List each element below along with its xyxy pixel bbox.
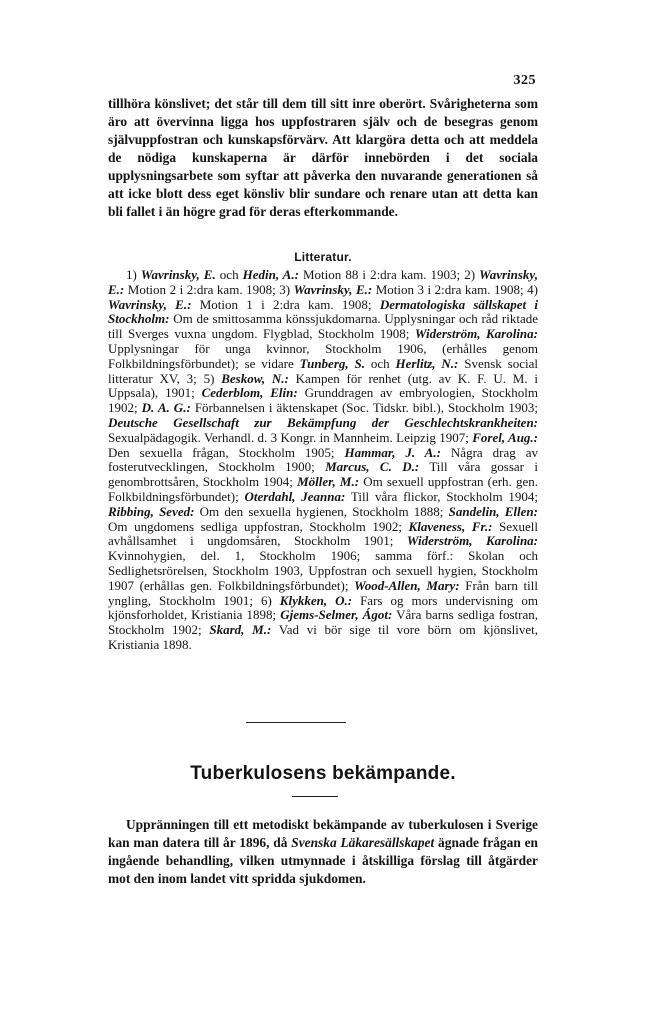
reference-author: Gjems-Selmer, Ágot: <box>280 607 393 623</box>
reference-author: Herlitz, N.: <box>395 355 459 371</box>
reference-author: Hammar, J. A.: <box>344 444 441 460</box>
reference-author: Cederblom, Elin: <box>201 385 298 401</box>
intro-paragraph: tillhöra könslivet; det står till dem till sitt inre oberört. Svårigheterna som äro att övervinna ligga hos uppfostraren själv och de besegras genom självuppfostran och kunskapsförvärv. Att klargöra detta och att meddela de nödiga kunskaperna är därför innebörden i det sociala upplysningsarbete som syftar att påverka den nuvarande generationen så att icke blott dess eget könsliv blir sundare och renare utan att detta kan bli fallet i än högre grad för deras efterkommande. <box>108 96 538 219</box>
separator-rule <box>246 722 346 723</box>
page-number: 325 <box>513 73 536 88</box>
reference-text: Upplysningar för unga kvinnor, Stockholm 1906, (erhålles genom Folkbildningsförbundet); se vidare <box>108 340 538 371</box>
reference-author: Oterdahl, Jeanna: <box>244 488 346 504</box>
reference-author: Wavrinsky, E.: <box>293 281 373 297</box>
reference-text: Svensk social litteratur XV, 3; 5) <box>108 355 538 386</box>
reference-text: Motion 2 i 2:dra kam. 1908; 3) <box>124 281 294 297</box>
reference-text: Till våra gossar i genombrottsåren, Stockholm 1904; <box>108 459 538 490</box>
reference-text: Sexualpädagogik. Verhandl. d. 3 Kongr. in Mannheim. Leipzig 1907; <box>108 429 473 445</box>
reference-text: Förbannelsen i äktenskapet (Soc. Tidskr. bibl.), Stockholm 1903; <box>190 400 538 416</box>
reference-text: Den sexuella frågan, Stockholm 1905; <box>108 444 345 460</box>
chapter-paragraph <box>108 816 538 888</box>
reference-author: D. A. G.: <box>141 400 191 416</box>
reference-text: Om de smittosamma könssjukdomarna. Upplysningar och råd riktade till Sverges vuxna ungdom. Flygblad, Stockholm 1908; <box>108 311 538 342</box>
reference-author: Ribbing, Seved: <box>108 503 195 519</box>
reference-list <box>108 268 538 653</box>
reference-author: Tunberg, S. <box>299 355 365 371</box>
reference-text: Om den sexuella hygienen, Stockholm 1888; <box>194 503 449 519</box>
reference-text: 1) <box>126 267 141 282</box>
reference-author: Skard, M.: <box>209 622 272 638</box>
literature-heading: Litteratur. <box>294 250 352 264</box>
reference-author: Widerström, Karolina: <box>414 326 538 342</box>
reference-author: Beskow, N.: <box>221 370 289 386</box>
reference-text: Några drag av fosterutvecklingen, Stockholm 1900; <box>108 444 538 475</box>
reference-author: Widerström, Karolina: <box>406 533 539 549</box>
reference-author: Hedin, A.: <box>242 267 299 282</box>
reference-text: Motion 3 i 2:dra kam. 1908; 4) <box>372 281 538 297</box>
reference-text: Om ungdomens sedliga uppfostran, Stockholm 1902; <box>108 518 409 534</box>
reference-text: Om sexuell uppfostran (erh. gen. Folkbildningsförbundet); <box>108 474 538 504</box>
reference-text: Våra barns sedliga fostran, Stockholm 1902; <box>108 607 538 638</box>
chapter-para-journal: Svenska Läkaresällskapet <box>291 835 435 850</box>
reference-author: Klykken, O.: <box>279 592 353 608</box>
reference-text: Kvinnohygien, del. 1, Stockholm 1906; samma förf.: Skolan och Sedlighetsrörelsen, Stockholm 1903, Uppfostran och sexuell hygien, Stockholm 1907 (erhållas gen. Folkbildningsförbundet); <box>108 548 538 593</box>
reference-author: Wavrinsky, E. <box>140 267 216 282</box>
reference-author: Deutsche Gesellschaft zur Bekämpfung der Geschlechtskrankheiten: <box>108 414 538 430</box>
reference-text: Grunddragen av embryologien, Stockholm 1902; <box>108 385 538 416</box>
reference-author: Forel, Aug.: <box>472 429 538 445</box>
reference-text: Till våra flickor, Stockholm 1904; <box>345 488 539 504</box>
reference-author: Wavrinsky, E.: <box>108 267 538 297</box>
literature-references <box>108 268 538 653</box>
reference-text: Kampen för renhet (utg. av K. F. U. M. i Uppsala), 1901; <box>108 370 539 401</box>
reference-text: Motion 1 i 2:dra kam. 1908; <box>191 296 380 312</box>
reference-text: Motion 88 i 2:dra kam. 1903; 2) <box>298 267 480 282</box>
reference-text: Vad vi bör sige til vore börn om kjönslivet, Kristiania 1898. <box>108 622 538 652</box>
reference-author: Dermatologiska sällskapet i Stockholm: <box>108 296 538 327</box>
reference-author: Wood-Allen, Mary: <box>354 577 460 593</box>
reference-author: Wavrinsky, E.: <box>108 296 192 312</box>
reference-author: Sandelin, Ellen: <box>448 503 538 519</box>
chapter-title: Tuberkulosens bekämpande. <box>190 763 456 784</box>
reference-author: Klaveness, Fr.: <box>408 518 493 534</box>
reference-text: Från barn till yngling, Stockholm 1901; 6) <box>108 577 538 608</box>
reference-text: och <box>215 267 243 282</box>
title-underline-rule <box>292 796 338 797</box>
reference-text: och <box>364 355 396 371</box>
chapter-para-lead: Uppränningen till ett metodiskt bekämpande av tuberkulosen i Sverige kan man datera till år 1896, då <box>108 817 538 850</box>
chapter-para-tail: ägnade frågan en ingående behandling, vilken utmynnade i åtskilliga förslag till åtgärder mot den inom landet vitt spridda sjukdomen. <box>108 835 538 886</box>
reference-text: Sexuell avhållsamhet i ungdomsåren, Stockholm 1901; <box>108 518 538 549</box>
reference-author: Möller, M.: <box>297 474 360 490</box>
reference-author: Marcus, C. D.: <box>325 459 420 475</box>
reference-text: Fars og mors undervisning om kjönsforholdet, Kristiania 1898; <box>108 592 538 623</box>
